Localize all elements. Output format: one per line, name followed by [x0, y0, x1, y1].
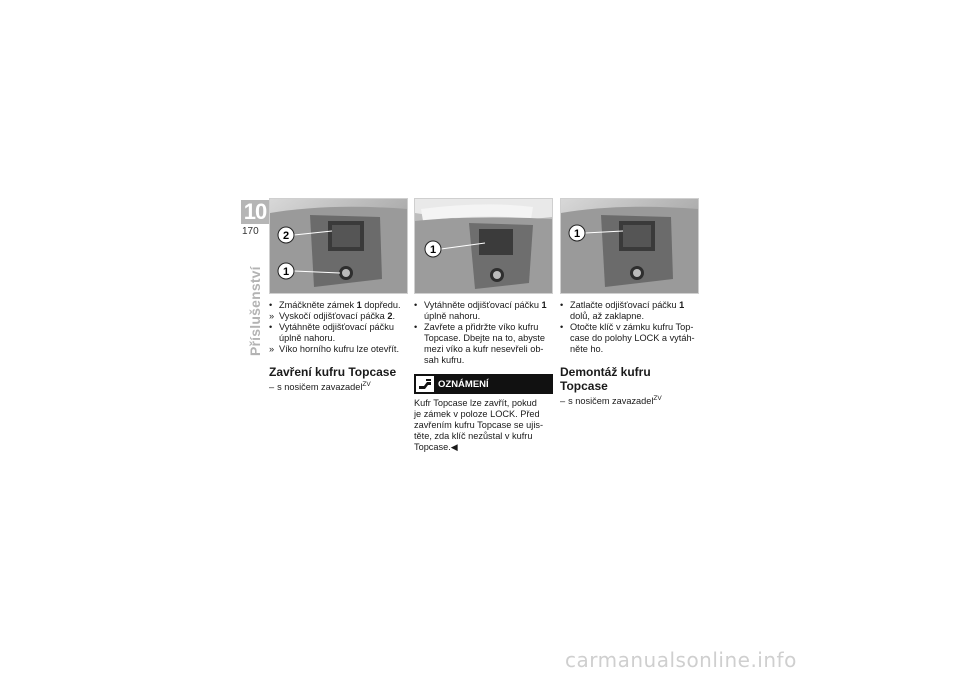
callout-2: 2 [282, 230, 290, 242]
list-item: » Víko horního kufru lze otevřít. [269, 344, 400, 354]
list-item: • Zmáčkněte zámek 1 dopředu. [269, 300, 401, 310]
step-list [414, 300, 553, 366]
list-item: • Zavřete a přidržte víko kufru Topcase. Dbejte na to, abyste mezi víko a kufr nesevřeli ob-sah kufru. [414, 322, 546, 365]
notice-label: OZNÁMENÍ [438, 378, 489, 390]
photo-topcase-lid-open [414, 198, 553, 294]
page-number: 170 [242, 226, 259, 237]
watermark: carmanualsonline.info [565, 648, 797, 672]
photo-topcase-lock-1 [269, 198, 408, 294]
list-item: • Vytáhněte odjišťovací páčku 1 úplně nahoru. [414, 300, 547, 321]
photo-topcase-lock-2 [560, 198, 699, 294]
callout-1: 1 [282, 266, 290, 278]
hand-wrench-icon [416, 376, 434, 392]
variant-note: – s nosičem zavazadel$^{ZV}$ [560, 395, 662, 407]
callout-1: 1 [573, 228, 581, 240]
column-lock-topcase [560, 198, 699, 406]
step-list [269, 300, 408, 355]
column-close-topcase [414, 198, 553, 453]
section-heading-remove-topcase: Demontáž kufru Topcase [560, 365, 651, 393]
notice-text: Kufr Topcase lze zavřít, pokud je zámek v poloze LOCK. Před zavřením kufru Topcase se ujis- těte, zda klíč nezůstal v kufru Topcase.◀ [414, 398, 544, 452]
step-list [560, 300, 699, 355]
list-item: » Vyskočí odjišťovací páčka 2. [269, 311, 395, 321]
notice-banner [414, 374, 553, 394]
variant-note: – s nosičem zavazadel$^{ZV}$ [269, 381, 371, 393]
column-open-topcase [269, 198, 408, 392]
chapter-side-title: Příslušenství [247, 266, 263, 356]
chapter-number: 10 [241, 200, 269, 224]
callout-1: 1 [429, 244, 437, 256]
section-heading-close-topcase: Zavření kufru Topcase [269, 365, 397, 379]
list-item: • Vytáhněte odjišťovací páčku úplně nahoru. [269, 322, 394, 343]
list-item: • Zatlačte odjišťovací páčku 1 dolů, až zaklapne. [560, 300, 685, 321]
list-item: • Otočte klíč v zámku kufru Top-case do polohy LOCK a vytáh-něte ho. [560, 322, 695, 354]
